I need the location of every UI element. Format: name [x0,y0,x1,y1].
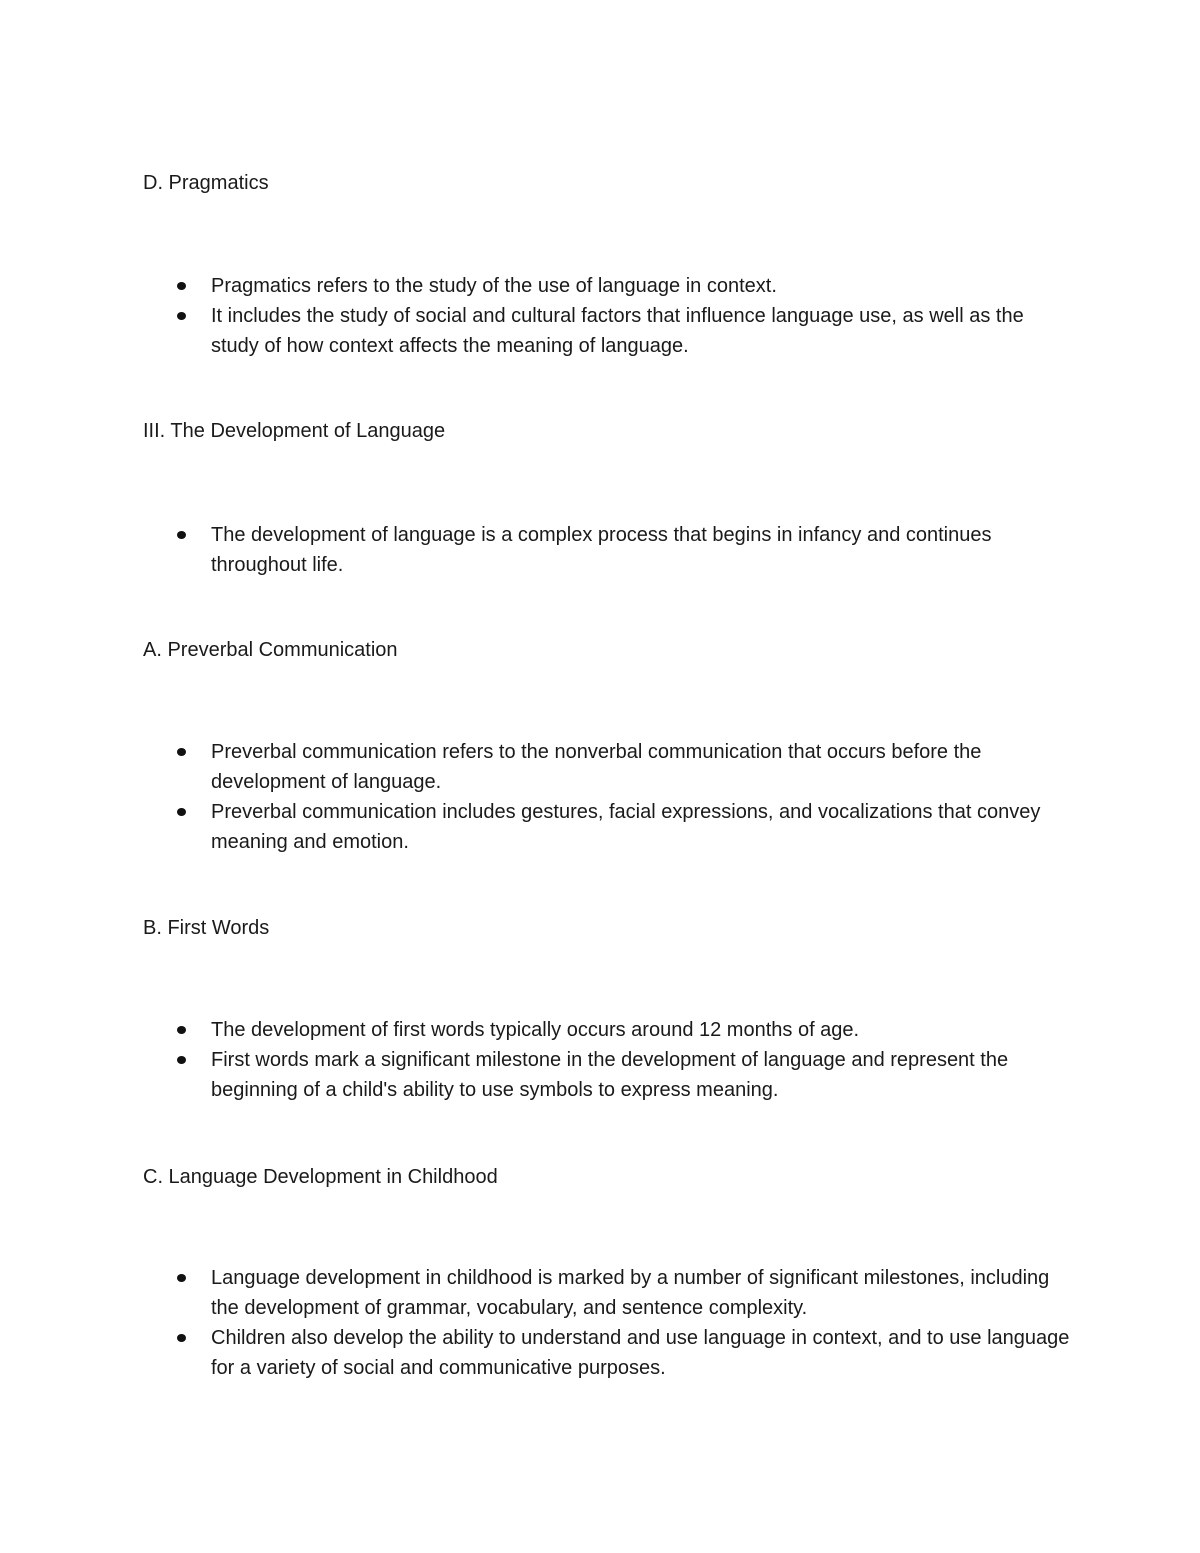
list-item [0,1263,1071,1323]
list-item-text: The development of language is a complex process that begins in infancy and continues throughout life. [211,524,992,576]
bullet-list-first-words [0,1015,1071,1105]
bullet-icon [177,1056,186,1064]
list-item [0,520,1071,580]
list-item [0,271,1071,301]
list-item-text: Language development in childhood is marked by a number of significant milestones, including the development of grammar, vocabulary, and sentence complexity. [211,1267,1050,1319]
list-item [0,797,1071,857]
list-item-text: It includes the study of social and cultural factors that influence language use, as well as the study of how context affects the meaning of language. [211,305,1024,357]
list-item-text: Preverbal communication refers to the nonverbal communication that occurs before the development of language. [211,741,982,793]
bullet-list-pragmatics [0,271,1071,361]
section-heading-language-development-childhood: C. Language Development in Childhood [143,1166,498,1188]
bullet-icon [177,1026,186,1034]
section-heading-pragmatics: D. Pragmatics [143,172,269,194]
bullet-list-language-development-childhood [0,1263,1071,1383]
list-item [0,737,1071,797]
list-item [0,301,1071,361]
list-item-text: The development of first words typically occurs around 12 months of age. [211,1019,860,1041]
list-item-text: First words mark a significant milestone in the development of language and represent the beginning of a child's ability to use symbols to express meaning. [211,1049,1009,1101]
bullet-icon [177,808,186,816]
section-heading-preverbal-communication: A. Preverbal Communication [143,639,398,661]
bullet-icon [177,282,186,290]
section-heading-development-of-language: III. The Development of Language [143,420,446,442]
list-item [0,1045,1071,1105]
bullet-icon [177,1274,186,1282]
bullet-icon [177,1334,186,1342]
bullet-icon [177,748,186,756]
list-item-text: Preverbal communication includes gestures, facial expressions, and vocalizations that convey meaning and emotion. [211,801,1041,853]
bullet-list-preverbal-communication [0,737,1071,857]
bullet-icon [177,531,186,539]
bullet-icon [177,312,186,320]
list-item [0,1015,1071,1045]
section-heading-first-words: B. First Words [143,917,270,939]
list-item [0,1323,1071,1383]
list-item-text: Children also develop the ability to understand and use language in context, and to use language for a variety of social and communicative purposes. [211,1327,1070,1379]
list-item-text: Pragmatics refers to the study of the use of language in context. [211,275,777,297]
bullet-list-development-of-language [0,520,1071,580]
